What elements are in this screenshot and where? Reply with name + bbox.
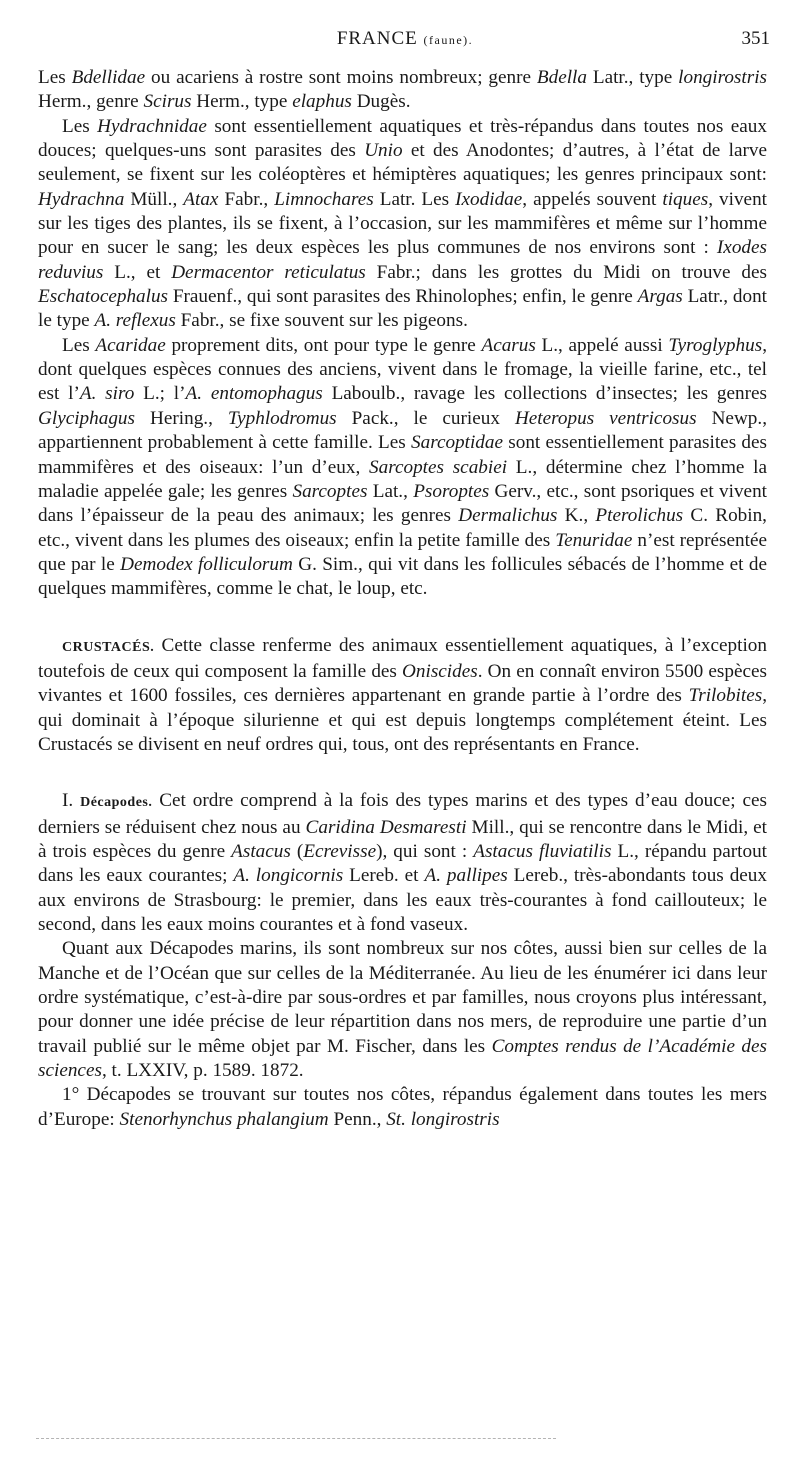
text-run: L., répandu partout dans les eaux courantes; xyxy=(38,840,767,887)
text-run: sont essentiellement aquatiques et très-répandus dans toutes nos eaux douces; quelques-uns sont parasites des xyxy=(38,115,767,162)
paragraph-decapodes-1 xyxy=(38,1083,767,1132)
italic-run: Sarcoptes scabiei xyxy=(369,456,508,478)
text-run: Les xyxy=(62,115,98,137)
text-run: Les xyxy=(38,67,72,88)
italic-run: Acaridae xyxy=(95,334,166,356)
italic-run: Stenorhynchus phalangium xyxy=(119,1108,329,1130)
paragraph-decapodes-marins xyxy=(38,937,767,1083)
italic-run: Argas xyxy=(637,286,683,308)
italic-run: Ecrevisse xyxy=(303,840,377,862)
text-body xyxy=(38,66,767,1132)
text-run: C. Robin, etc., vivent dans les plumes des oiseaux; enfin la petite famille des xyxy=(38,505,767,551)
text-run: , vivent sur les tiges des plantes, ils se fixent, à l’occasion, sur les mammifères et même sur l’homme pour en sucer le sang; les deux espèces les plus communes de nos environs sont : xyxy=(38,188,767,259)
footer-rule xyxy=(36,1438,556,1439)
italic-run: Heteropus ventricosus xyxy=(514,407,697,429)
italic-run: Hydrachnidae xyxy=(97,115,207,137)
italic-run: Pterolichus xyxy=(595,505,684,527)
text-run: Müll., xyxy=(124,188,184,210)
text-run: G. Sim., qui vit dans les follicules sébacés de l’homme et de quelques mammifères, comme le chat, le loup, etc. xyxy=(38,553,767,600)
text-run: , dont quelques espèces connues des anciens, vivent dans le fromage, la vieille farine, etc., tel est l’ xyxy=(38,334,767,405)
text-run: Cet ordre comprend à la fois des types marins et des types d’eau douce; ces derniers se réduisent chez nous au xyxy=(38,790,768,838)
text-run: sont essentiellement parasites des mammifères et des oiseaux: l’un d’eux, xyxy=(38,432,767,478)
italic-run: Bdella xyxy=(536,67,587,88)
text-run: ( xyxy=(290,840,304,862)
text-run: Fabr., xyxy=(218,188,275,210)
italic-run: Demodex folliculorum xyxy=(120,553,293,575)
text-run: , appelés souvent xyxy=(522,188,663,210)
italic-run: tiques xyxy=(662,188,709,210)
italic-run: Typhlodromus xyxy=(227,407,337,429)
paragraph-hydrachnidae xyxy=(38,115,767,334)
text-run: Mill., qui se rencontre dans le Midi, et à trois espèces du genre xyxy=(38,816,767,862)
italic-run: Astacus fluviatilis xyxy=(473,840,612,862)
italic-run: A. siro xyxy=(79,383,135,405)
text-run: 1° Décapodes se trouvant sur toutes nos côtes, répandus également dans toutes les mers d’Europe: xyxy=(38,1084,767,1130)
italic-run: Ixodidae xyxy=(455,188,523,210)
text-run: , t. LXXIV, p. 1589. 1872. xyxy=(101,1060,304,1082)
italic-run: Tenuridae xyxy=(555,529,633,551)
text-run: Lereb., très-abondants tous deux aux environs de Strasbourg: le premier, dans les eaux très-courantes à fond caillouteux; le second, dans les eaux moins courantes et à fond vaseux. xyxy=(38,865,767,935)
text-run: Lereb. et xyxy=(343,865,425,887)
text-run: Penn., xyxy=(328,1108,387,1130)
text-run: . On en connaît environ 5500 espèces vivantes et 1600 fossiles, ces dernières appartenant en grande partie à l’ordre des xyxy=(38,660,768,707)
text-run: ), qui sont : xyxy=(376,840,474,862)
text-run: Cette classe renferme des animaux essentiellement aquatiques, à l’exception toutefois de ceux qui composent la famille des xyxy=(38,634,767,682)
text-run: Latr., type xyxy=(586,67,679,88)
italic-run: A. pallipes xyxy=(424,865,508,887)
italic-run: Scirus xyxy=(143,91,192,113)
italic-run: Caridina Desmaresti xyxy=(305,816,467,838)
text-run: Quant aux Décapodes marins, ils sont nombreux sur nos côtes, aussi bien sur celles de la Manche et de l’Océan que sur celles de la Méditerranée. Au lieu de les énumérer ici dans leur ordre systématique, c’est-à-dire par sous-ordres et par familles, nous croyons plus intéressant, pour donner une idée précise de leur répartition dans nos mers, de reproduire une partie d’un travail publié sur le même objet par M. Fischer, dans les xyxy=(38,938,767,1057)
italic-run: Unio xyxy=(364,140,403,162)
text-run: n’est représentée que par le xyxy=(38,529,767,575)
italic-run: Bdellidae xyxy=(71,67,146,88)
text-run: Dugès. xyxy=(351,91,411,113)
italic-run: Trilobites xyxy=(688,685,763,707)
italic-run: Dermacentor reticulatus xyxy=(171,261,366,283)
italic-run: Astacus xyxy=(231,840,291,862)
text-run: Newp., appartiennent probablement à cette famille. Les xyxy=(38,407,767,454)
text-run: Latr., dont le type xyxy=(38,286,767,332)
italic-run: Oniscides xyxy=(402,660,478,682)
paragraph-acaridae xyxy=(38,334,767,602)
text-run: Gerv., etc., sont psoriques et vivent dans l’épaisseur de la peau des animaux; les genres xyxy=(38,480,767,527)
section-label: CRUSTACÉS. xyxy=(62,639,155,655)
italic-run: longirostris xyxy=(678,67,767,88)
text-run: L.; l’ xyxy=(134,383,186,405)
italic-run: Dermalichus xyxy=(458,505,558,527)
text-run: L., et xyxy=(103,261,172,283)
header-title-sub: (faune). xyxy=(423,33,474,47)
text-run: L., appelé aussi xyxy=(535,334,669,356)
text-run: Fabr.; dans les grottes du Midi on trouve des xyxy=(365,261,767,283)
text-run: Les xyxy=(62,334,96,356)
text-run: Herm., genre xyxy=(38,91,144,113)
section-gap xyxy=(38,757,767,789)
italic-run: Sarcoptidae xyxy=(411,432,504,454)
italic-run: Limnochares xyxy=(274,188,374,210)
text-run: , qui dominait à l’époque silurienne et qui est depuis longtemps complétement éteint. Les Crustacés se divisent en neuf ordres qui, tous, ont des représentants en France. xyxy=(38,685,767,755)
paragraph-bdellidae xyxy=(38,66,767,115)
italic-run: Comptes rendus de l’Académie des sciences xyxy=(38,1035,767,1082)
italic-run: Sarcoptes xyxy=(292,480,368,502)
text-run: K., xyxy=(557,505,596,527)
text-run: L., détermine chez l’homme la maladie appelée gale; les genres xyxy=(38,456,768,502)
text-run: I. xyxy=(62,790,81,812)
running-header xyxy=(40,28,770,56)
text-run: Herm., type xyxy=(191,91,293,113)
header-title xyxy=(40,28,770,50)
text-run: Hering., xyxy=(135,407,228,429)
text-run: Pack., le curieux xyxy=(336,407,515,429)
text-run: Laboulb., ravage les collections d’insectes; les genres xyxy=(322,383,767,405)
text-run: ou acariens à rostre sont moins nombreux; genre xyxy=(145,67,537,88)
italic-run: A. reflexus xyxy=(94,310,176,332)
paragraph-crustaces xyxy=(38,634,767,758)
italic-run: Ixodes reduvius xyxy=(38,237,767,283)
italic-run: Atax xyxy=(183,188,219,210)
text-run: Frauenf., qui sont parasites des Rhinolophes; enfin, le genre xyxy=(168,286,638,308)
text-run: et des Anodontes; d’autres, à l’état de larve seulement, se fixent sur les coléoptères et hémiptères aquatiques; les genres principaux sont: xyxy=(38,140,767,186)
italic-run: Psoroptes xyxy=(413,480,490,502)
text-run: Lat., xyxy=(367,480,414,502)
italic-run: St. longirostris xyxy=(386,1108,500,1130)
paragraph-decapodes xyxy=(38,789,767,937)
text-run: Fabr., se fixe souvent sur les pigeons. xyxy=(175,310,468,332)
italic-run: A. entomophagus xyxy=(185,383,323,405)
section-gap xyxy=(38,602,767,634)
italic-run: Hydrachna xyxy=(38,188,125,210)
page-number: 351 xyxy=(741,28,770,49)
italic-run: A. longicornis xyxy=(233,865,344,887)
text-run: Latr. Les xyxy=(373,188,456,210)
italic-run: Glyciphagus xyxy=(38,407,135,429)
header-title-main: FRANCE xyxy=(336,28,418,49)
italic-run: Eschatocephalus xyxy=(38,286,169,308)
section-label: Décapodes. xyxy=(80,795,153,811)
italic-run: Acarus xyxy=(481,334,536,356)
italic-run: Tyroglyphus xyxy=(668,334,763,356)
text-run: proprement dits, ont pour type le genre xyxy=(165,334,482,356)
italic-run: elaphus xyxy=(292,91,352,113)
